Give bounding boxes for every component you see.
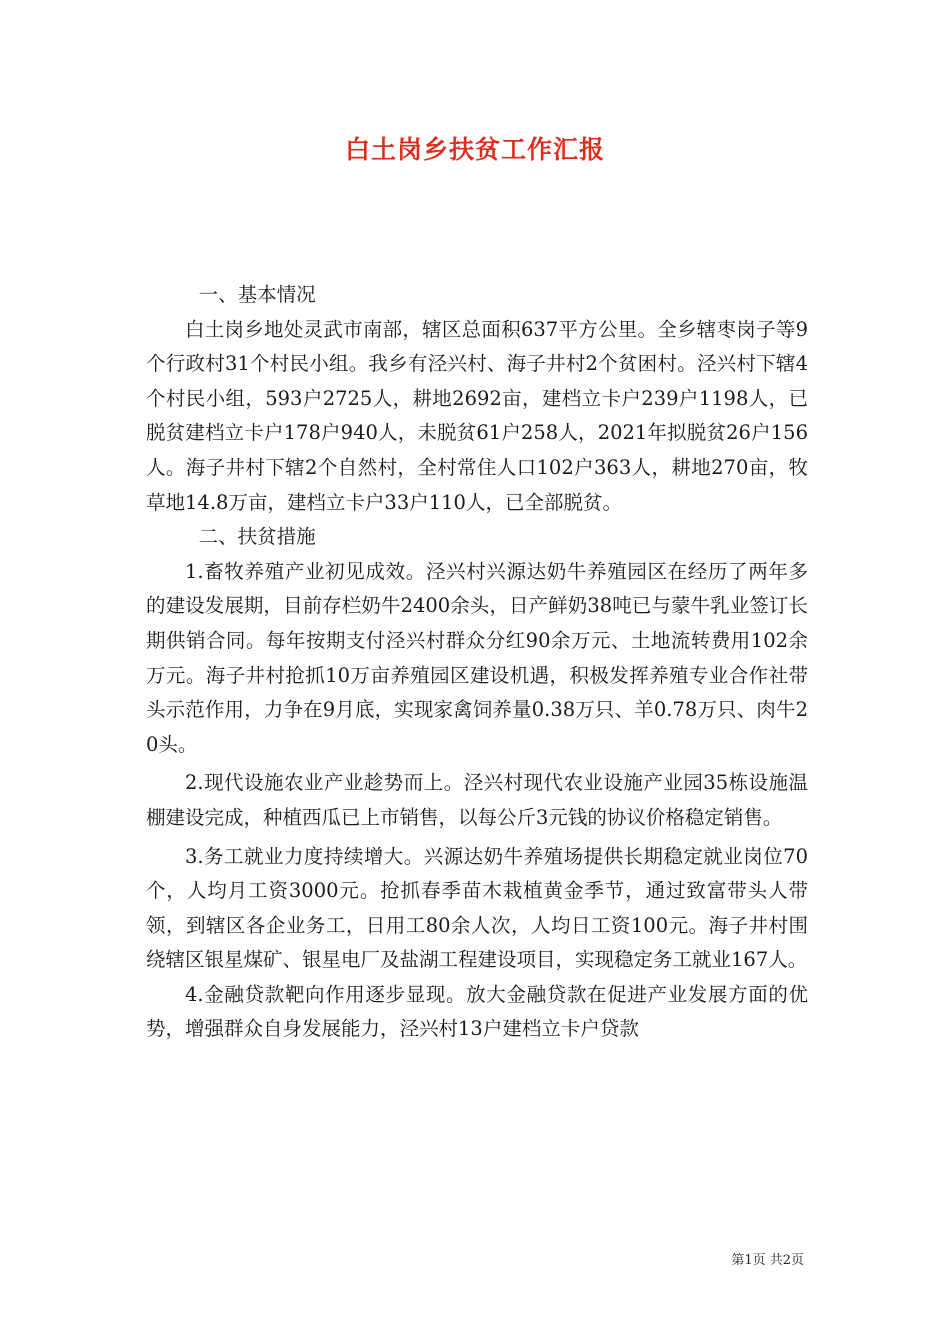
page-number: 第1页 共2页 bbox=[731, 1253, 804, 1268]
paragraph-item-4: 4.金融贷款靶向作用逐步显现。放大金融贷款在促进产业发展方面的优势，增强群众自身发展能力，泾兴村13户建档立卡户贷款 bbox=[146, 982, 808, 1041]
document-body bbox=[146, 278, 808, 1047]
document-title: 白土岗乡扶贫工作汇报 bbox=[344, 135, 605, 164]
section-heading-basic: 一、基本情况 bbox=[198, 283, 316, 306]
paragraph-item-3: 3.务工就业力度持续增大。兴源达奶牛养殖场提供长期稳定就业岗位70个，人均月工资3000元。抢抓春季苗木栽植黄金季节，通过致富带头人带领，到辖区各企业务工，日用工80余人次，人均日工资100元。海子井村围绕辖区银星煤矿、银星电厂及盐湖工程建设项目，实现稳定务工就业167人。 bbox=[146, 844, 808, 972]
section-heading-measures: 二、扶贫措施 bbox=[198, 525, 316, 549]
paragraph-basic-info: 白土岗乡地处灵武市南部，辖区总面积637平方公里。全乡辖枣岗子等9个行政村31个村民小组。我乡有泾兴村、海子井村2个贫困村。泾兴村下辖4个村民小组，593户2725人，耕地2692亩，建档立卡户239户1198人，已脱贫建档立卡户178户940人，未脱贫61户258人，2021年拟脱贫26户156人。海子井村下辖2个自然村，全村常住人口102户363人，耕地270亩，牧草地14.8万亩，建档立卡户33户110人，已全部脱贫。 bbox=[146, 317, 808, 514]
paragraph-item-2: 2.现代设施农业产业趁势而上。泾兴村现代农业设施产业园35栋设施温棚建设完成，种植西瓜已上市销售，以每公斤3元钱的协议价格稳定销售。 bbox=[146, 771, 808, 829]
paragraph-item-1: 1.畜牧养殖产业初见成效。泾兴村兴源达奶牛养殖园区在经历了两年多的建设发展期，目前存栏奶牛2400余头，日产鲜奶38吨已与蒙牛乳业签订长期供销合同。每年按期支付泾兴村群众分红90余万元、土地流转费用102余万元。海子井村抢抓10万亩养殖园区建设机遇，积极发挥养殖专业合作社带头示范作用，力争在9月底，实现家禽饲养量0.38万只、羊0.78万只、肉牛20头。 bbox=[146, 559, 808, 756]
